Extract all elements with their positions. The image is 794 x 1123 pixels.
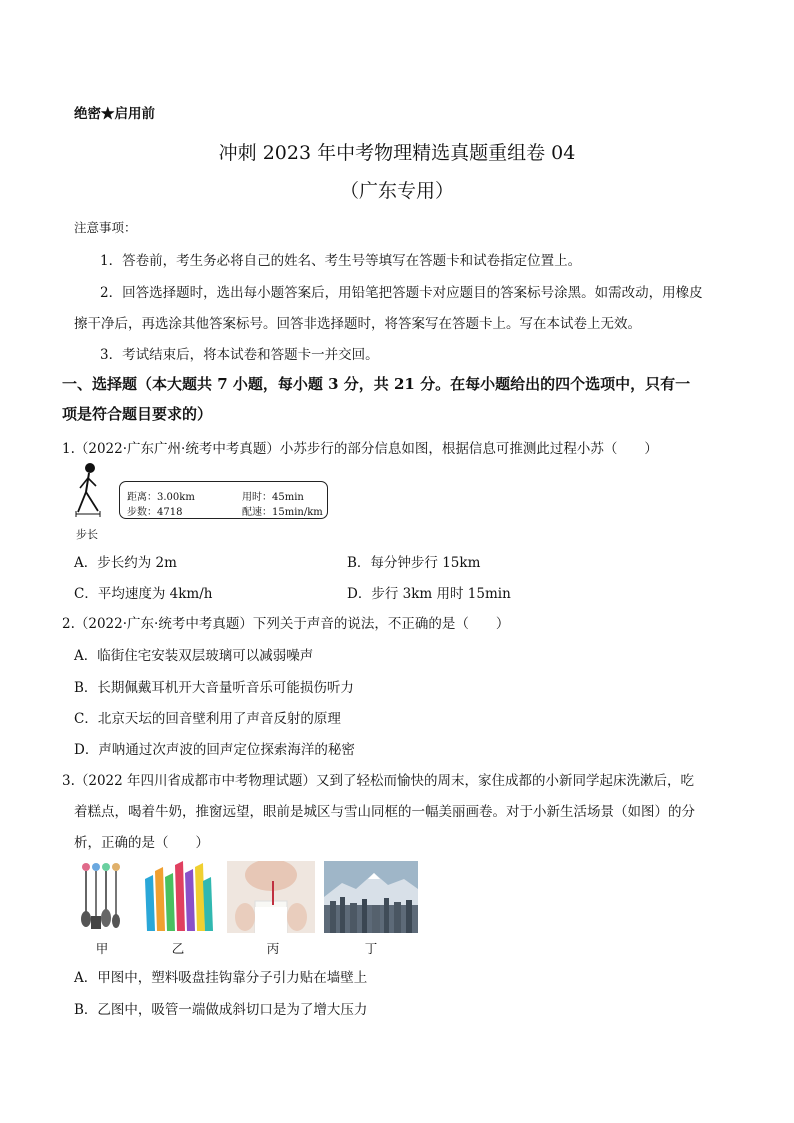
walking-info-box	[119, 481, 328, 519]
notes-heading: 注意事项：	[74, 220, 137, 235]
note-3: 3．考试结束后，将本试卷和答题卡一并交回。	[100, 347, 379, 363]
city-snow-mountain-image	[324, 861, 418, 933]
stride-label: 步长	[76, 528, 98, 541]
drinking-milk-image	[227, 861, 315, 933]
q1-option-a: A．步长约为 2m	[74, 555, 177, 571]
section-heading-line-1: 一、选择题（本大题共 7 小题，每小题 3 分，共 21 分。在每小题给出的四个选项中，只有一	[62, 375, 691, 393]
section-heading-line-2: 项是符合题目要求的）	[62, 405, 213, 423]
note-2-line-1: 2．回答选择题时，选出每小题答案后，用铅笔把答题卡对应题目的答案标号涂黑。如需改动，用橡皮	[100, 285, 703, 301]
q1-option-d: D．步行 3km 用时 15min	[347, 586, 511, 602]
q2-option-d: D．声呐通过次声波的回声定位探索海洋的秘密	[74, 742, 355, 758]
info-steps: 步数：4718	[127, 507, 183, 518]
q3-stem-line-3: 析，正确的是（ ）	[74, 835, 209, 851]
info-distance: 距离：3.00km	[127, 492, 195, 503]
q1-option-b: B．每分钟步行 15km	[347, 555, 481, 571]
q2-option-b: B．长期佩戴耳机开大音量听音乐可能损伤听力	[74, 680, 354, 696]
note-1: 1．答卷前，考生务必将自己的姓名、考生号等填写在答题卡和试卷指定位置上。	[100, 253, 582, 269]
q3-option-b: B．乙图中，吸管一端做成斜切口是为了增大压力	[74, 1002, 368, 1018]
q2-option-a: A．临街住宅安装双层玻璃可以减弱噪声	[74, 648, 314, 664]
q3-option-a: A．甲图中，塑料吸盘挂钩靠分子引力贴在墙壁上	[74, 970, 368, 986]
exam-title: 冲刺 2023 年中考物理精选真题重组卷 04	[218, 142, 576, 164]
q2-option-c: C．北京天坛的回音壁利用了声音反射的原理	[74, 711, 341, 727]
kitchen-utensils-image	[76, 861, 128, 933]
image-caption-yi: 乙	[171, 941, 185, 956]
q2-stem: 2.（2022·广东·统考中考真题）下列关于声音的说法，不正确的是（ ）	[62, 616, 510, 632]
q1-stem: 1.（2022·广东广州·统考中考真题）小苏步行的部分信息如图，根据信息可推测此过程小苏（ ）	[62, 441, 658, 457]
confidential-label: 绝密★启用前	[74, 106, 155, 122]
walking-person-icon	[66, 462, 116, 524]
note-2-line-2: 擦干净后，再选涂其他答案标号。回答非选择题时，将答案写在答题卡上。写在本试卷上无效。	[74, 316, 641, 332]
image-caption-bing: 丙	[266, 941, 280, 956]
q1-option-c: C．平均速度为 4km/h	[74, 586, 213, 602]
q3-stem-line-2: 着糕点，喝着牛奶，推窗远望，眼前是城区与雪山同框的一幅美丽画卷。对于小新生活场景（如图）的分	[74, 804, 695, 820]
info-time: 用时：45min	[242, 492, 304, 503]
q3-stem-line-1: 3.（2022 年四川省成都市中考物理试题）又到了轻松而愉快的周末，家住成都的小新同学起床洗漱后，吃	[62, 773, 695, 789]
image-caption-ding: 丁	[364, 941, 378, 956]
info-pace: 配速：15min/km	[242, 507, 323, 518]
drinking-straws-image	[141, 861, 215, 933]
exam-subtitle: （广东专用）	[339, 180, 454, 202]
image-caption-jia: 甲	[95, 941, 109, 956]
